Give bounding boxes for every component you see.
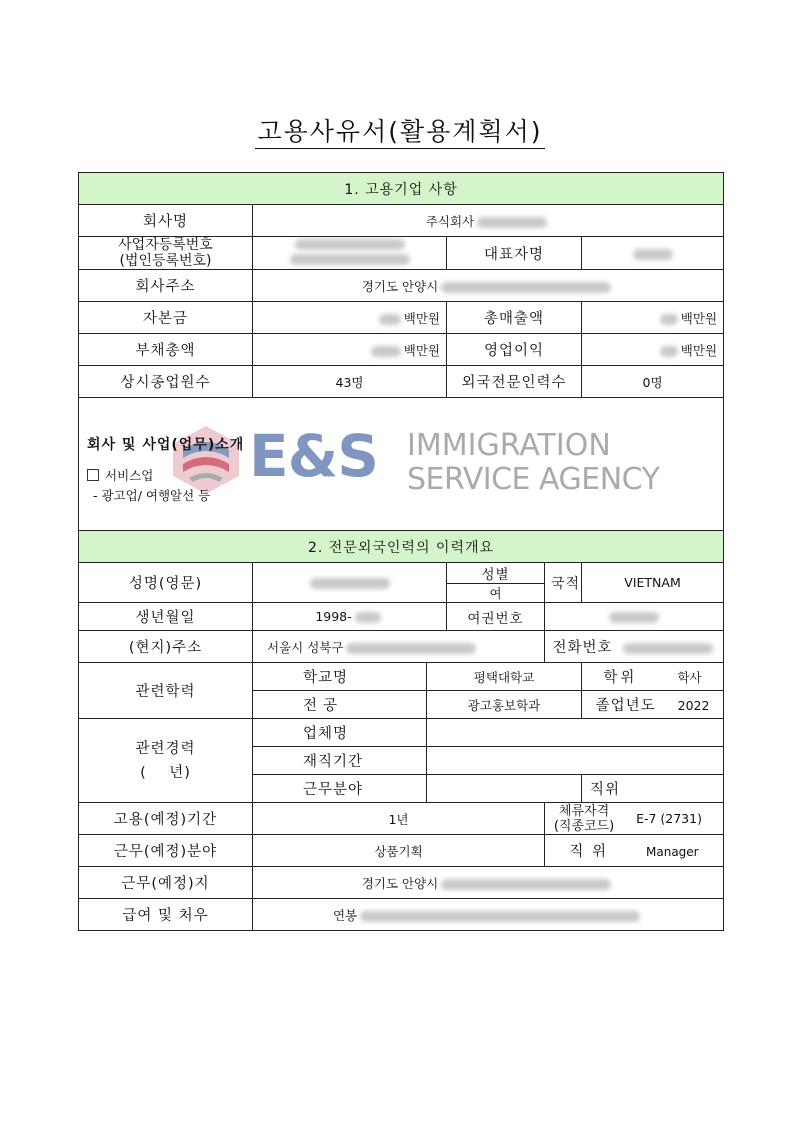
school-label: 학교명: [253, 663, 427, 691]
name-value: [253, 563, 447, 603]
work-position-cell: [545, 835, 724, 867]
grad-cell: [582, 691, 724, 719]
intro-line-2: - 광고업/ 여행알선 등: [93, 488, 211, 503]
reg-no-label: 사업자등록번호 (법인등록번호): [79, 237, 253, 270]
foreign-staff-value: 0명: [582, 366, 724, 398]
company-name-value: 주식회사: [253, 205, 724, 237]
debt-value: 백만원: [253, 334, 447, 366]
sales-value: 백만원: [582, 302, 724, 334]
address-value: 경기도 안양시: [253, 270, 724, 302]
op-profit-value: 백만원: [582, 334, 724, 366]
local-address-label: (현지)주소: [79, 631, 253, 663]
education-label: 관련학력: [79, 663, 253, 719]
career-label: 관련경력 ( 년): [79, 719, 253, 803]
reg-no-value: [253, 237, 447, 270]
tenure-label: 재직기간: [253, 747, 427, 775]
field-label: 근무분야: [253, 775, 427, 803]
employees-label: 상시종업원수: [79, 366, 253, 398]
tenure-value: [427, 747, 724, 775]
section1-header: 1. 고용기업 사항: [79, 173, 724, 205]
work-place-value: 경기도 안양시: [253, 867, 724, 899]
employer-value: [427, 719, 724, 747]
work-position-label: 직 위: [569, 844, 609, 860]
document-title: 고용사유서(활용계획서): [0, 112, 800, 148]
degree-value: 학사: [677, 670, 702, 685]
gender-label: 성별: [447, 563, 545, 584]
field-value: [427, 775, 582, 803]
intro-line-1: 서비스업: [87, 466, 153, 484]
local-address-value: 서울시 성북구: [253, 631, 545, 663]
work-place-label: 근무(예정)지: [79, 867, 253, 899]
grad-value: 2022: [677, 698, 710, 713]
name-label: 성명(영문): [79, 563, 253, 603]
period-label: 고용(예정)기간: [79, 803, 253, 835]
major-label: 전공: [253, 691, 427, 719]
employer-label: 업체명: [253, 719, 427, 747]
section2-header: 2. 전문외국인력의 이력개요: [79, 531, 724, 563]
intro-title: 회사 및 사업(업무)소개: [87, 437, 245, 453]
position-label: 직위: [590, 782, 621, 798]
ceo-label: 대표자명: [447, 237, 582, 270]
address-label: 회사주소: [79, 270, 253, 302]
sales-label: 총매출액: [447, 302, 582, 334]
redacted-company-name: [477, 217, 547, 228]
work-field-label: 근무(예정)분야: [79, 835, 253, 867]
gender-value: 여: [447, 584, 545, 603]
salary-label: 급여 및 처우: [79, 899, 253, 931]
visa-cell: [545, 803, 724, 835]
watermark-line1: IMMIGRATION: [407, 428, 611, 463]
passport-label: 여권번호: [447, 603, 545, 631]
capital-label: 자본금: [79, 302, 253, 334]
watermark-brand: E&S: [249, 422, 378, 490]
school-value: 평택대학교: [427, 663, 582, 691]
ceo-value: [582, 237, 724, 270]
visa-value: E-7 (2731): [636, 811, 702, 826]
nationality-label: 국적: [545, 563, 582, 603]
phone-cell: [545, 631, 724, 663]
work-field-value: 상품기획: [253, 835, 545, 867]
debt-label: 부채총액: [79, 334, 253, 366]
company-name-label: 회사명: [79, 205, 253, 237]
agency-watermark: [169, 416, 669, 506]
work-position-value: Manager: [646, 845, 699, 859]
grad-label: 졸업년도: [595, 698, 656, 714]
capital-value: 백만원: [253, 302, 447, 334]
employees-value: 43명: [253, 366, 447, 398]
employment-reason-form: [78, 172, 724, 931]
birth-label: 생년월일: [79, 603, 253, 631]
passport-value: [545, 603, 724, 631]
checkbox-icon: [87, 469, 99, 481]
op-profit-label: 영업이익: [447, 334, 582, 366]
visa-label: 체류자격 (직종코드): [553, 803, 615, 834]
nationality-value: VIETNAM: [582, 563, 724, 603]
position-cell: [582, 775, 724, 803]
foreign-staff-label: 외국전문인력수: [447, 366, 582, 398]
birth-value: 1998-: [253, 603, 447, 631]
phone-label: 전화번호: [552, 640, 613, 656]
degree-label: 학위: [603, 670, 638, 686]
company-intro: [79, 398, 724, 531]
period-value: 1년: [253, 803, 545, 835]
watermark-line2: SERVICE AGENCY: [407, 462, 660, 497]
salary-value: 연봉: [253, 899, 724, 931]
major-value: 광고홍보학과: [427, 691, 582, 719]
degree-cell: [582, 663, 724, 691]
